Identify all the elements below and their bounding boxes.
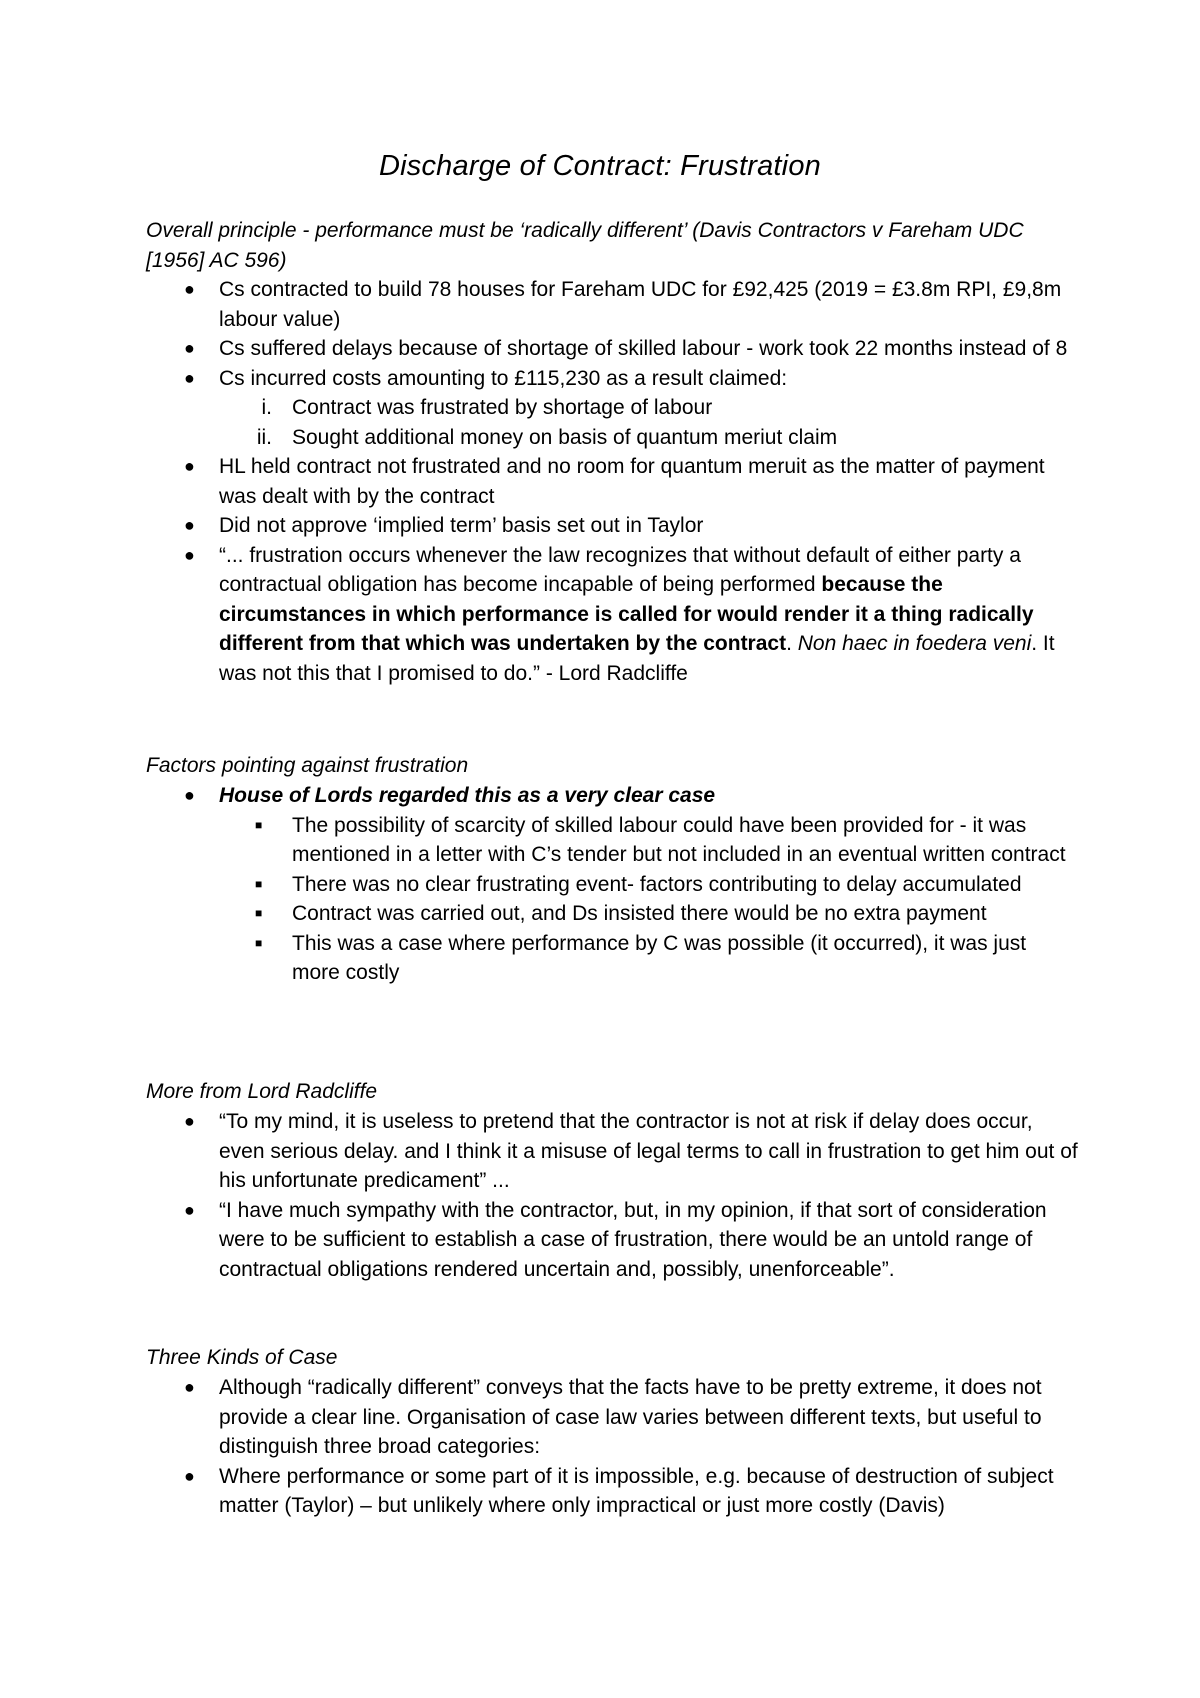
sub-list-item-text: The possibility of scarcity of skilled labour could have been provided for - it was mentioned in a letter with C’s tender but not included in an eventual written contract (292, 813, 1066, 866)
numbered-item-text: Sought additional money on basis of quantum meriut claim (292, 425, 838, 449)
roman-numeral-marker: ii. (256, 425, 272, 449)
page-title: Discharge of Contract: Frustration (379, 150, 821, 182)
list-item-text: HL held contract not frustrated and no room for quantum meruit as the matter of payment was dealt with by the contract (219, 455, 1045, 508)
list-item (0, 334, 1079, 364)
bullet-icon: ● (184, 1199, 195, 1220)
quote-text-bold: because the circumstances in which performance is called for would render it a thing radically different from that which was undertaken by the contract (219, 573, 1034, 655)
list-item-text: Although “radically different” conveys that the facts have to be pretty extreme, it does not provide a clear line. Organisation of case law varies between different texts, but useful to distinguish three broad categories: (219, 1376, 1042, 1458)
square-bullet-icon: ■ (255, 876, 263, 891)
list-item (0, 364, 1079, 394)
bullet-icon: ● (184, 367, 195, 388)
list-item (0, 1107, 1079, 1196)
sub-list-item-text: Contract was carried out, and Ds insisted there would be no extra payment (292, 902, 987, 925)
list-item (0, 1462, 1079, 1521)
quote-text-latin: Non haec in foedera veni (797, 632, 1032, 655)
square-bullet-icon: ■ (255, 935, 263, 950)
list-item-text: House of Lords regarded this as a very clear case (219, 784, 716, 807)
sub-list-item (0, 811, 1077, 870)
quote-text-plain: . (786, 632, 798, 655)
list-item (0, 452, 1079, 511)
bullet-icon: ● (184, 1111, 195, 1131)
section3-list (0, 1107, 1200, 1284)
list-item-text: “To my mind, it is useless to pretend that the contractor is not at risk if delay does occur, even serious delay. and I think it a misuse of legal terms to call in frustration to get him out of his unfortunate predicament” ... (219, 1110, 1078, 1192)
bullet-icon: ● (184, 1465, 195, 1486)
list-item-text: Did not approve ‘implied term’ basis set out in Taylor (219, 514, 704, 537)
section4-list (0, 1373, 1200, 1521)
quote-list-item (0, 541, 1079, 689)
roman-numeral-marker: i. (261, 396, 272, 419)
section-heading-overall-principle: Overall principle - performance must be ‘radically different’ (Davis Contractors v Fareham UDC [1956] AC 596) (146, 219, 1024, 272)
bullet-icon: ● (184, 515, 195, 535)
quote-text-attribution: . It was not this that I promised to do.” - Lord Radcliffe (219, 632, 1055, 685)
sub-list-item (0, 870, 1077, 900)
list-item (0, 1373, 1079, 1462)
sub-list-item (0, 899, 1077, 929)
sub-list-item (0, 929, 1077, 988)
list-item (0, 781, 1079, 811)
list-item (0, 1196, 1079, 1285)
list-item (0, 275, 1079, 334)
quote-text-plain: “... frustration occurs whenever the law recognizes that without default of either party a contractual obligation has become incapable of being performed (219, 543, 1021, 596)
section1-list (0, 275, 1200, 688)
numbered-item (0, 423, 1077, 453)
section-heading-three-kinds: Three Kinds of Case (146, 1346, 338, 1369)
list-item-text: Where performance or some part of it is impossible, e.g. because of destruction of subject matter (Taylor) – but unlikely where only impractical or just more costly (Davis) (219, 1464, 1054, 1517)
bullet-icon: ● (184, 279, 195, 299)
square-bullet-icon: ■ (255, 817, 263, 832)
bullet-icon: ● (184, 456, 195, 476)
sub-list-item-text: This was a case where performance by C was possible (it occurred), it was just more costly (292, 931, 1027, 984)
section-heading-factors: Factors pointing against frustration (146, 754, 469, 777)
list-item-text: Cs contracted to build 78 houses for Fareham UDC for £92,425 (2019 = £3.8m RPI, £9,8m labour value) (219, 278, 1062, 331)
list-item (0, 511, 1079, 541)
section2-list (0, 781, 1200, 988)
section-heading-more-radcliffe: More from Lord Radcliffe (146, 1080, 378, 1103)
list-item-text: Cs suffered delays because of shortage of skilled labour - work took 22 months instead of 8 (219, 337, 1068, 360)
bullet-icon: ● (184, 544, 195, 565)
sub-list-item-text: There was no clear frustrating event- factors contributing to delay accumulated (292, 872, 1022, 896)
list-item-text: “I have much sympathy with the contractor, but, in my opinion, if that sort of consideration were to be sufficient to establish a case of frustration, there would be an untold range of contractual obligations rendered uncertain and, possibly, unenforceable”. (219, 1198, 1047, 1281)
numbered-item (0, 393, 1077, 423)
bullet-icon: ● (184, 338, 195, 358)
list-item-text: Cs incurred costs amounting to £115,230 as a result claimed: (219, 366, 788, 390)
square-bullet-icon: ■ (255, 906, 263, 920)
bullet-icon: ● (184, 785, 195, 805)
numbered-item-text: Contract was frustrated by shortage of labour (292, 396, 713, 419)
bullet-icon: ● (184, 1377, 195, 1397)
